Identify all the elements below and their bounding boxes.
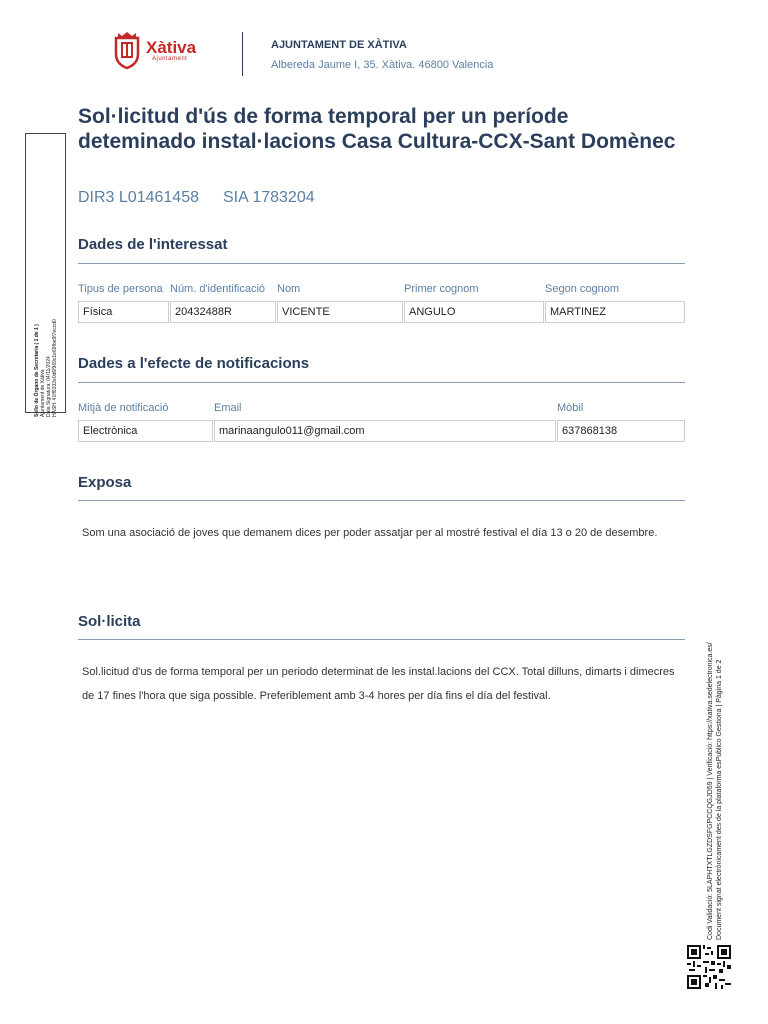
- field-primer-cognom: ANGULO: [404, 301, 544, 323]
- field-mobil: 637868138: [557, 420, 685, 442]
- page-title: Sol·licitud d'ús de forma temporal per un període deteminado instal·lacions Casa Cultura-CCX-Sant Domènec: [78, 105, 676, 153]
- section-title-interessat: Dades de l'interessat: [78, 236, 228, 253]
- section-title-solicita: Sol·licita: [78, 613, 141, 630]
- solicita-text: Sol.licitud d'us de forma temporal per un periodo determinat de les instal.lacions del CCX. Total dilluns, dimarts i dimecres de 17 fines l'hora que siga possible. Preferiblement amb 3-4 hores per día fins el día del festival.: [82, 666, 675, 702]
- logo-subtext: Ajuntament: [152, 56, 188, 62]
- sia-code: SIA 1783204: [222, 189, 315, 206]
- coat-of-arms-icon: [112, 30, 142, 70]
- label-mitja-notificacio: Mitjà de notificació: [78, 402, 169, 414]
- section-divider: [78, 263, 685, 264]
- logo-text: Xàtiva: [146, 38, 197, 57]
- field-nom: VICENTE: [277, 301, 403, 323]
- field-segon-cognom: MARTINEZ: [545, 301, 685, 323]
- label-nom: Nom: [277, 283, 301, 295]
- field-email: marinaangulo011@gmail.com: [214, 420, 556, 442]
- stamp-text: [34, 137, 58, 417]
- qr-code-icon: [687, 945, 731, 989]
- label-primer-cognom: Primer cognom: [404, 283, 479, 295]
- field-tipus-persona: Física: [78, 301, 169, 323]
- side-validation: [706, 642, 724, 940]
- stamp-line: Data Signatura: 04/11/2024: [46, 356, 52, 417]
- validation-line: Codi Validació: 5LAPHTXTLGZDSFGPCCQGJD59 | Verificació: https://xativa.sedelectronica.es/: [707, 642, 714, 940]
- stamp-line: Ajuntament de Xàtiva: [40, 369, 46, 417]
- stamp-line: Sello de Órgano de Secretaría ( 1 de 1 ): [34, 324, 40, 417]
- section-divider: [78, 382, 685, 383]
- field-num-identificacio: 20432488R: [170, 301, 276, 323]
- label-segon-cognom: Segon cognom: [545, 283, 619, 295]
- municipal-logo: [112, 30, 202, 70]
- signature-stamp: [25, 133, 66, 417]
- section-title-notificacions: Dades a l'efecte de notificacions: [78, 355, 310, 372]
- dir3-code: DIR3 L01461458: [78, 189, 199, 206]
- label-email: Email: [214, 402, 242, 414]
- section-divider: [78, 500, 685, 501]
- section-divider: [78, 639, 685, 640]
- label-mobil: Mòbil: [557, 402, 584, 414]
- stamp-line: HASH: 41ff9332e0d6f969c1e69fbe9f7eccd0: [52, 319, 58, 417]
- administrative-codes: [78, 189, 315, 207]
- label-num-identificacio: Núm. d'identificació: [170, 283, 266, 295]
- section-title-exposa: Exposa: [78, 474, 132, 491]
- validation-line: Document signat electrònicament des de la plataforma esPublico Gestiona | Pàgina 1 de 2: [716, 659, 723, 940]
- organization-address: Albereda Jaume I, 35. Xàtiva. 46800 Valencia: [271, 59, 494, 71]
- label-tipus-persona: Tipus de persona: [78, 283, 163, 295]
- header-divider: [242, 32, 243, 76]
- organization-name: AJUNTAMENT DE XÀTIVA: [271, 39, 407, 51]
- field-mitja-notificacio: Electrònica: [78, 420, 213, 442]
- exposa-text: Som una asociació de joves que demanem dices per poder assatjar per al mostré festival el día 13 o 20 de desembre.: [82, 527, 658, 539]
